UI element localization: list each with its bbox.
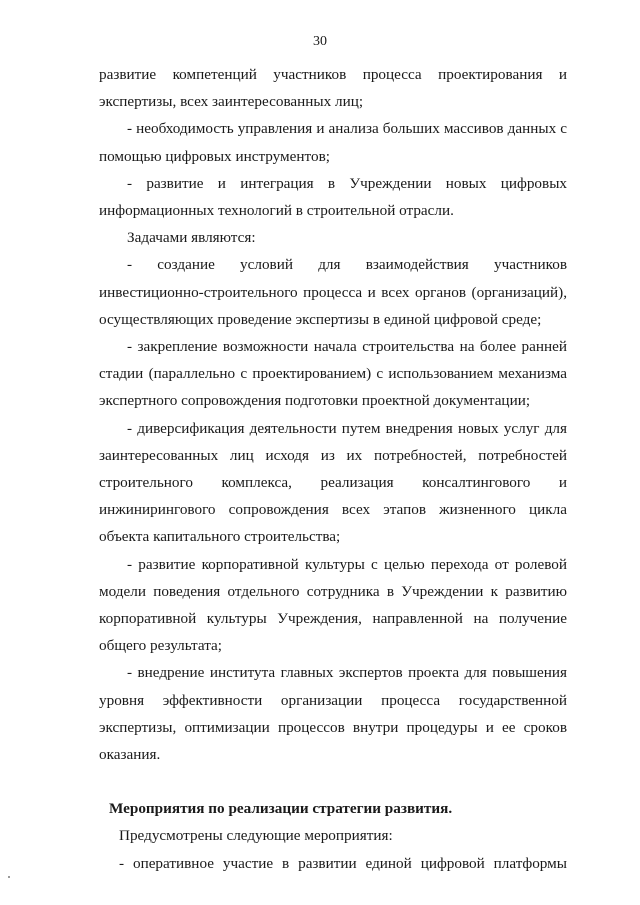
paragraph-measure-digital-platform: - оперативное участие в развитии единой цифровой платформы	[119, 854, 567, 872]
document-body	[99, 61, 567, 877]
scan-speck	[8, 876, 10, 878]
paragraph-task-corporate-culture: - развитие корпоративной культуры с целью перехода от ролевой модели поведения отдельного сотрудника в Учреждении к развитию корпоративной культуры Учреждения, направленной на получение общего результата;	[99, 555, 567, 655]
paragraph-tasks-label: Задачами являются:	[127, 229, 256, 247]
paragraph-competencies: развитие компетенций участников процесса проектирования и экспертизы, всех заинтересованных лиц;	[99, 66, 567, 111]
paragraph-digital-integration: - развитие и интеграция в Учреждении новых цифровых информационных технологий в строительной отрасли.	[99, 174, 567, 220]
paragraph-task-unified-environment: - создание условий для взаимодействия участников инвестиционно-строительного процесса и всех органов (организаций), осуществляющих проведение экспертизы в единой цифровой среде;	[99, 256, 567, 328]
section-spacer	[99, 768, 567, 795]
paragraph-task-diversification: - диверсификация деятельности путем внедрения новых услуг для заинтересованных лиц исходя из их потребностей, потребностей строительного комплекса, реализация консалтингового и инжинирингового сопровождения всех этапов жизненного цикла объекта капитального строительства;	[99, 419, 567, 546]
section-heading: Мероприятия по реализации стратегии развития.	[109, 800, 453, 818]
paragraph-big-data: - необходимость управления и анализа больших массивов данных с помощью цифровых инструментов;	[99, 120, 567, 165]
section-intro: Предусмотрены следующие мероприятия:	[119, 827, 393, 845]
paragraph-task-early-construction: - закрепление возможности начала строительства на более ранней стадии (параллельно с проектированием) с использованием механизма экспертного сопровождения подготовки проектной документации;	[99, 338, 567, 410]
paragraph-task-chief-experts: - внедрение института главных экспертов проекта для повышения уровня эффективности организации процесса государственной экспертизы, оптимизации процессов внутри процедуры и ее сроков оказания.	[99, 664, 567, 764]
page-number: 30	[313, 34, 327, 49]
